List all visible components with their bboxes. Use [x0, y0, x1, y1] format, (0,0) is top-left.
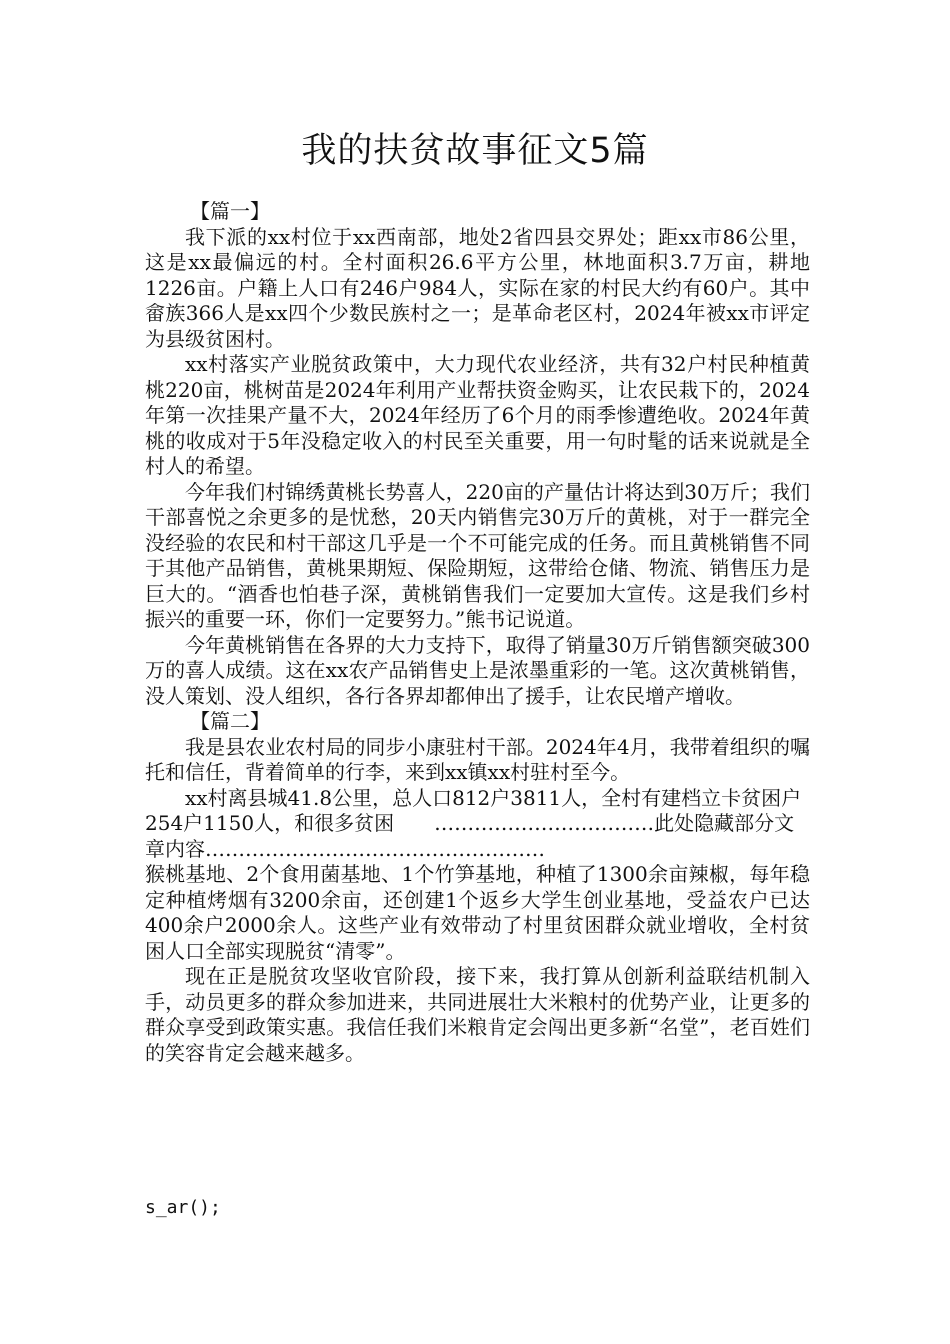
paragraph: 今年我们村锦绣黄桃长势喜人，220亩的产量估计将达到30万斤；我们干部喜悦之余更多的是忧愁，20天内销售完30万斤的黄桃，对于一群完全没经验的农民和村干部这几乎是一个不可能完成的任务。而且黄桃销售不同于其他产品销售，黄桃果期短、保险期短，这带给仓储、物流、销售压力是巨大的。“酒香也怕巷子深，黄桃销售我们一定要加大宣传。这是我们乡村振兴的重要一环，你们一定要努力。”熊书记说道。 — [145, 479, 810, 631]
paragraph-continued: 猴桃基地、2个食用菌基地、1个竹笋基地，种植了1300余亩辣椒，每年稳定种植烤烟有3200余亩，还创建1个返乡大学生创业基地，受益农户已达400余户2000余人。这些产业有效带动了村里贫困群众就业增收，全村贫困人口全部实现脱贫“清零”。 — [145, 862, 810, 963]
document-title: 我的扶贫故事征文5篇 — [301, 131, 649, 171]
paragraph: 我下派的xx村位于xx西南部，地处2省四县交界处；距xx市86公里，这是xx最偏远的村。全村面积26.6平方公里，林地面积3.7万亩，耕地1226亩。户籍上人口有246户984人，实际在家的村民大约有60户。其中畲族366人是xx四个少数民族村之一；是革命老区村，2024年被xx市评定为县级贫困村。 — [145, 224, 810, 351]
section-heading-1: 【篇一】 — [190, 199, 270, 223]
paragraph: 现在正是脱贫攻坚收官阶段，接下来，我打算从创新利益联结机制入手，动员更多的群众参加进来，共同进展壮大米粮村的优势产业，让更多的群众享受到政策实惠。我信任我们米粮肯定会闯出更多新“名堂”，老百姓们的笑容肯定会越来越多。 — [145, 964, 810, 1065]
hidden-content-notice: xx村离县城41.8公里，总人口812户3811人，全村有建档立卡贫困户254户1150人，和很多贫困 ……………………………此处隐藏部分文章内容…………………………………………… — [145, 785, 802, 861]
article-body — [145, 199, 810, 1066]
paragraph: 我是县农业农村局的同步小康驻村干部。2024年4月，我带着组织的嘱托和信任，背着简单的行李，来到xx镇xx村驻村至今。 — [145, 734, 810, 784]
section-heading-2: 【篇二】 — [190, 709, 270, 733]
paragraph: xx村落实产业脱贫政策中，大力现代农业经济，共有32户村民种植黄桃220亩，桃树苗是2024年利用产业帮扶资金购买，让农民栽下的，2024年第一次挂果产量不大，2024年经历了6个月的雨季惨遭绝收。2024年黄桃的收成对于5年没稳定收入的村民至关重要，用一句时髦的话来说就是全村人的希望。 — [145, 352, 810, 478]
footer-script-text: s_ar(); — [145, 1197, 221, 1218]
paragraph: 今年黄桃销售在各界的大力支持下，取得了销量30万斤销售额突破300万的喜人成绩。这在xx农产品销售史上是浓墨重彩的一笔。这次黄桃销售，没人策划、没人组织，各行各界却都伸出了援手，让农民增产增收。 — [145, 632, 810, 708]
